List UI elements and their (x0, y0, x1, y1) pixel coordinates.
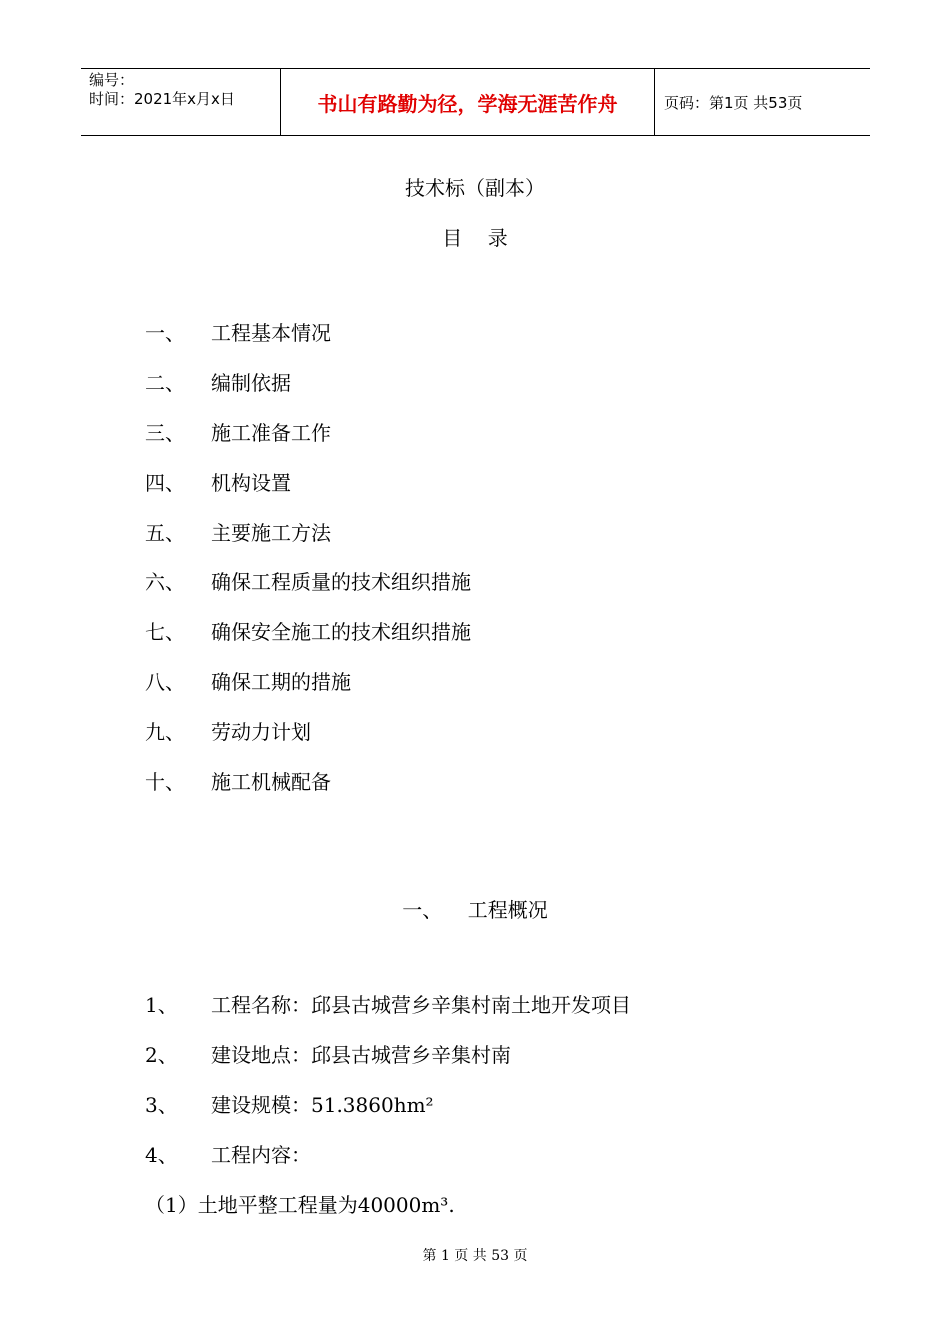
toc-item (145, 617, 471, 647)
list-item (145, 990, 631, 1020)
list-item-number: 1、 (145, 993, 178, 1017)
list-item-number: 2、 (145, 1043, 178, 1067)
toc-item-number: 七、 (145, 620, 185, 644)
document-title: 技术标（副本） (405, 176, 545, 200)
toc-item-number: 六、 (145, 570, 185, 594)
list-item-number: 4、 (145, 1143, 178, 1167)
section-heading: 一、 工程概况 (402, 898, 548, 922)
header-time-label: 时间：2021年x月x日 (89, 90, 235, 108)
toc-item-text: 编制依据 (211, 371, 291, 395)
toc-item (145, 567, 471, 597)
toc-item (145, 468, 291, 498)
list-item (145, 1140, 311, 1170)
toc-item-number: 四、 (145, 471, 185, 495)
header-meta (81, 69, 281, 135)
toc-item-text: 主要施工方法 (211, 521, 331, 545)
toc-item (145, 368, 291, 398)
toc-item (145, 318, 331, 348)
page-footer: 第 1 页 共 53 页 (422, 1248, 528, 1264)
toc-item-text: 确保工期的措施 (211, 670, 351, 694)
toc-item-number: 一、 (145, 321, 185, 345)
list-item (145, 1040, 511, 1070)
toc-item-number: 三、 (145, 421, 185, 445)
toc-item-text: 确保工程质量的技术组织措施 (211, 570, 471, 594)
list-item-text: 建设地点：邱县古城营乡辛集村南 (211, 1043, 511, 1067)
toc-item-text: 工程基本情况 (211, 321, 331, 345)
header-page-info: 页码：第1页 共53页 (664, 93, 803, 112)
toc-item (145, 767, 331, 797)
list-item-text: 工程名称：邱县古城营乡辛集村南土地开发项目 (211, 993, 631, 1017)
list-item-text: 工程内容： (211, 1143, 311, 1167)
toc-item (145, 667, 351, 697)
sub-item: （1）土地平整工程量为40000m³. (145, 1193, 455, 1217)
list-item-number: 3、 (145, 1093, 178, 1117)
list-item-text: 建设规模：51.3860hm² (211, 1093, 434, 1117)
header-number-label: 编号： (89, 71, 135, 89)
toc-item (145, 418, 331, 448)
toc-item-number: 九、 (145, 720, 185, 744)
toc-item-number: 二、 (145, 371, 185, 395)
toc-item-text: 劳动力计划 (211, 720, 311, 744)
toc-item-text: 机构设置 (211, 471, 291, 495)
toc-heading: 目 录 (442, 226, 508, 250)
header-motto: 书山有路勤为径，学海无涯苦作舟 (281, 69, 655, 135)
toc-item (145, 717, 311, 747)
toc-item-number: 五、 (145, 521, 185, 545)
toc-item-number: 八、 (145, 670, 185, 694)
toc-item (145, 518, 331, 548)
toc-item-text: 确保安全施工的技术组织措施 (211, 620, 471, 644)
page-header (81, 68, 870, 136)
toc-item-number: 十、 (145, 770, 185, 794)
list-item (145, 1090, 434, 1120)
toc-item-text: 施工机械配备 (211, 770, 331, 794)
toc-item-text: 施工准备工作 (211, 421, 331, 445)
